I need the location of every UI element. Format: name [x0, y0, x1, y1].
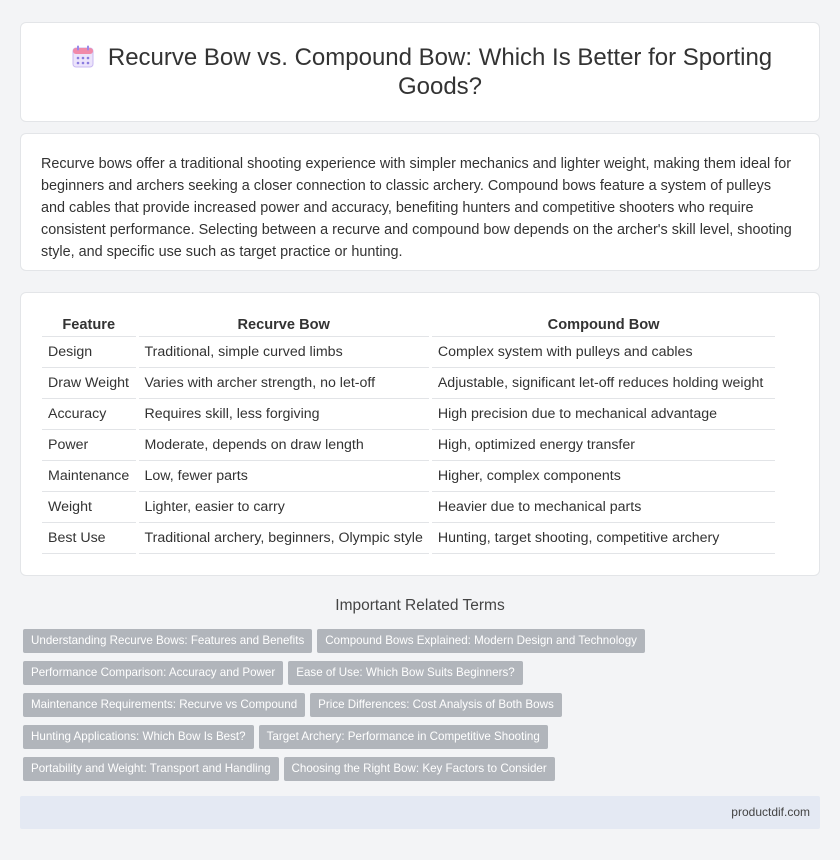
title-card [20, 22, 820, 122]
cell-recurve: Varies with archer strength, no let-off [137, 367, 430, 398]
page-title: Recurve Bow vs. Compound Bow: Which Is Better for Sporting Goods? [107, 44, 773, 100]
related-term-tag[interactable]: Performance Comparison: Accuracy and Power [23, 661, 283, 685]
table-row [42, 429, 775, 460]
cell-recurve: Traditional, simple curved limbs [137, 336, 430, 367]
cell-recurve: Low, fewer parts [137, 460, 430, 491]
cell-compound: Complex system with pulleys and cables [430, 336, 775, 367]
cell-feature: Best Use [42, 522, 137, 553]
related-term-tag[interactable]: Compound Bows Explained: Modern Design and Technology [317, 629, 645, 653]
related-terms-list [23, 629, 723, 789]
intro-paragraph: Recurve bows offer a traditional shooting experience with simpler mechanics and lighter weight, making them ideal for beginners and archers seeking a closer connection to classic archery. Compound bows feature a system of pulleys and cables that provide increased power and accuracy, benefiting hunters and competitive shooters who require consistent performance. Selecting between a recurve and compound bow depends on the archer's skill level, shooting style, and specific use such as target practice or hunting. [41, 156, 792, 260]
related-term-tag[interactable]: Understanding Recurve Bows: Features and Benefits [23, 629, 312, 653]
cell-compound: High, optimized energy transfer [430, 429, 775, 460]
related-term-tag[interactable]: Target Archery: Performance in Competitive Shooting [259, 725, 548, 749]
table-row [42, 460, 775, 491]
cell-feature: Accuracy [42, 398, 137, 429]
cell-feature: Draw Weight [42, 367, 137, 398]
footer-site-link[interactable]: productdif.com [731, 805, 810, 819]
cell-compound: Adjustable, significant let-off reduces holding weight [430, 367, 775, 398]
header-recurve: Recurve Bow [137, 312, 430, 336]
cell-recurve: Moderate, depends on draw length [137, 429, 430, 460]
table-header-row [42, 312, 775, 336]
table-row [42, 522, 775, 553]
related-term-tag[interactable]: Choosing the Right Bow: Key Factors to Consider [284, 757, 555, 781]
cell-feature: Design [42, 336, 137, 367]
intro-card [20, 133, 820, 271]
table-row [42, 491, 775, 522]
comparison-card [20, 292, 820, 576]
related-term-tag[interactable]: Ease of Use: Which Bow Suits Beginners? [288, 661, 522, 685]
cell-compound: High precision due to mechanical advantage [430, 398, 775, 429]
cell-feature: Power [42, 429, 137, 460]
related-term-tag[interactable]: Portability and Weight: Transport and Handling [23, 757, 279, 781]
table-row [42, 367, 775, 398]
related-term-tag[interactable]: Price Differences: Cost Analysis of Both Bows [310, 693, 562, 717]
related-term-tag[interactable]: Maintenance Requirements: Recurve vs Compound [23, 693, 305, 717]
cell-compound: Hunting, target shooting, competitive archery [430, 522, 775, 553]
table-row [42, 398, 775, 429]
footer-bar [20, 796, 820, 829]
header-compound: Compound Bow [430, 312, 775, 336]
cell-feature: Weight [42, 491, 137, 522]
table-row [42, 336, 775, 367]
cell-feature: Maintenance [42, 460, 137, 491]
cell-recurve: Traditional archery, beginners, Olympic style [137, 522, 430, 553]
related-terms-heading: Important Related Terms [335, 597, 505, 614]
cell-compound: Heavier due to mechanical parts [430, 491, 775, 522]
related-term-tag[interactable]: Hunting Applications: Which Bow Is Best? [23, 725, 254, 749]
comparison-table [42, 312, 775, 554]
cell-compound: Higher, complex components [430, 460, 775, 491]
cell-recurve: Lighter, easier to carry [137, 491, 430, 522]
header-feature: Feature [42, 312, 137, 336]
cell-recurve: Requires skill, less forgiving [137, 398, 430, 429]
